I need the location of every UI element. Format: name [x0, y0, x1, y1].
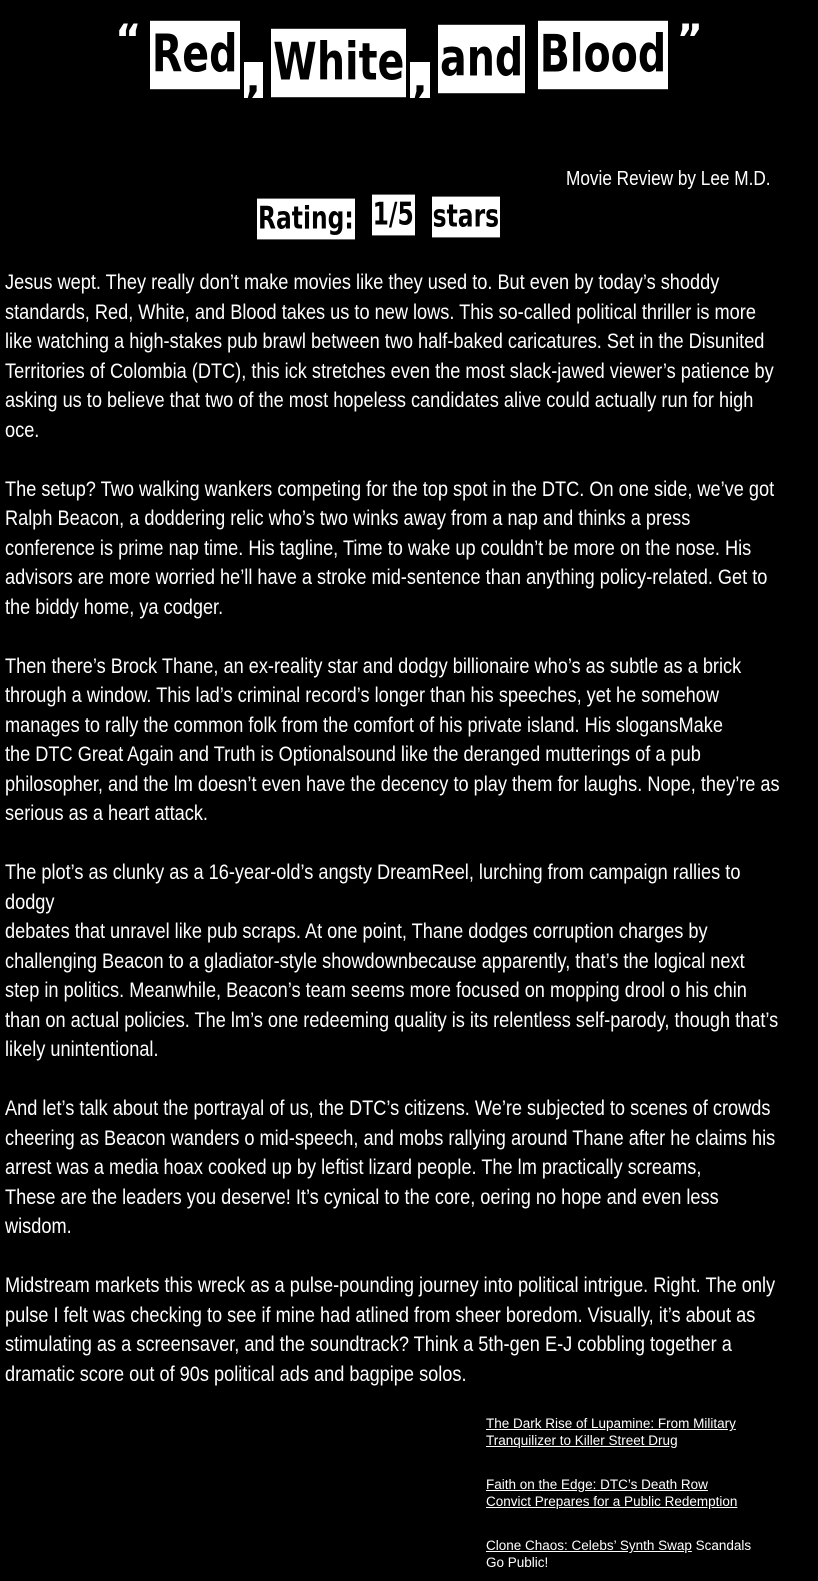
title-letters: Blood	[538, 21, 668, 89]
open-quote: “	[115, 17, 142, 63]
title-word-white	[270, 22, 407, 92]
review-paragraph: The setup? Two walking wankers competing for the top spot in the DTC. On one side, we’ve got Ralph Beacon, a doddering relic who’s two winks away from a nap and thinks a press conference is prime nap time. His tagline, Time to wake up couldn’t be more on the nose. His advisors are more worried he’ll have a stroke mid-sentence than anything policy-related. Get to the biddy home, ya codger.	[5, 476, 775, 619]
related-article-clone-chaos[interactable]	[486, 1520, 816, 1571]
rating-unit: stars	[432, 197, 500, 238]
related-article-death-row[interactable]	[486, 1459, 816, 1510]
close-quote: ”	[676, 17, 703, 63]
rating-label-text: Rating:	[257, 199, 355, 240]
review-paragraph: Jesus wept. They really don’t make movies like they used to. But even by today’s shoddy standards, Red, White, and Blood takes us to new lows. This so-called political thriller is more like watching a high-stakes pub brawl between two half-baked caricatures. Set in the Disunited Territories of Colombia (DTC), this ick stretches even the most slack-jawed viewer’s patience by asking us to believe that two of the most hopeless candidates alive could actually run for high oce.	[5, 270, 774, 442]
title-word-blood	[537, 22, 669, 84]
title-letters: Red	[150, 21, 240, 89]
related-article-link[interactable]: Clone Chaos: Celebs’ Synth Swap	[486, 1538, 692, 1553]
review-paragraph: The plot’s as clunky as a 16-year-old’s angsty DreamReel, lurching from campaign rallies to dodgy debates that unravel like pub scraps. At one point, Thane dodges corruption charges by challenging Beacon to a gladiator-style showdownbecause apparently, that’s the logical next step in politics. Meanwhile, Beacon’s team seems more focused on mopping drool o his chin than on actual policies. The lm’s one redeeming quality is its relentless self-parody, though that’s likely unintentional.	[5, 860, 779, 1061]
title-letters: and	[438, 25, 525, 93]
title-word-and	[437, 22, 526, 88]
rating-label	[256, 198, 501, 236]
rating-value: 1/5	[372, 195, 415, 236]
title-comma: ,	[412, 57, 428, 103]
review-paragraph: And let’s talk about the portrayal of us, the DTC’s citizens. We’re subjected to scenes of crowds cheering as Beacon wanders o mid-speech, and mobs rallying around Thane after he claims his arrest was a media hoax cooked up by leftist lizard people. The lm practically screams, These are the leaders you deserve! It’s cynical to the core, oering no hope and even less wisdom.	[5, 1096, 776, 1238]
title-comma: ,	[245, 57, 261, 103]
review-body	[5, 268, 791, 1419]
related-articles	[486, 1398, 816, 1581]
related-article-rest: Scandals Go Public!	[486, 1538, 752, 1570]
related-article-link[interactable]: The Dark Rise of Lupamine: From Military Tranquilizer to Killer Street Drug	[486, 1416, 736, 1448]
title-letters: White	[271, 29, 406, 97]
review-byline: Movie Review by Lee M.D.	[566, 168, 771, 190]
title-word-red	[149, 22, 241, 84]
review-paragraph: Midstream markets this wreck as a pulse-pounding journey into political intrigue. Right. The only pulse I felt was checking to see if mine had atlined from sheer boredom. Visually, it’s about as stimulating as a screensaver, and the soundtrack? Think a 5th-gen E-J cobbling together a dramatic score out of 90s political ads and bagpipe solos.	[5, 1273, 776, 1386]
review-paragraph: Then there’s Brock Thane, an ex-reality star and dodgy billionaire who’s as subtle as a brick through a window. This lad’s criminal record’s longer than his speeches, yet he somehow manages to rally the common folk from the comfort of his private island. His slogansMake the DTC Great Again and Truth is Optionalsound like the deranged mutterings of a pub philosopher, and the lm doesn’t even have the decency to play them for laughs. Nope, they’re as serious as a heart attack.	[5, 653, 780, 825]
related-article-link[interactable]: Faith on the Edge: DTC’s Death Row Convict Prepares for a Public Redemption	[486, 1477, 738, 1509]
related-article-lupamine[interactable]	[486, 1398, 816, 1449]
ransom-title	[0, 17, 818, 103]
